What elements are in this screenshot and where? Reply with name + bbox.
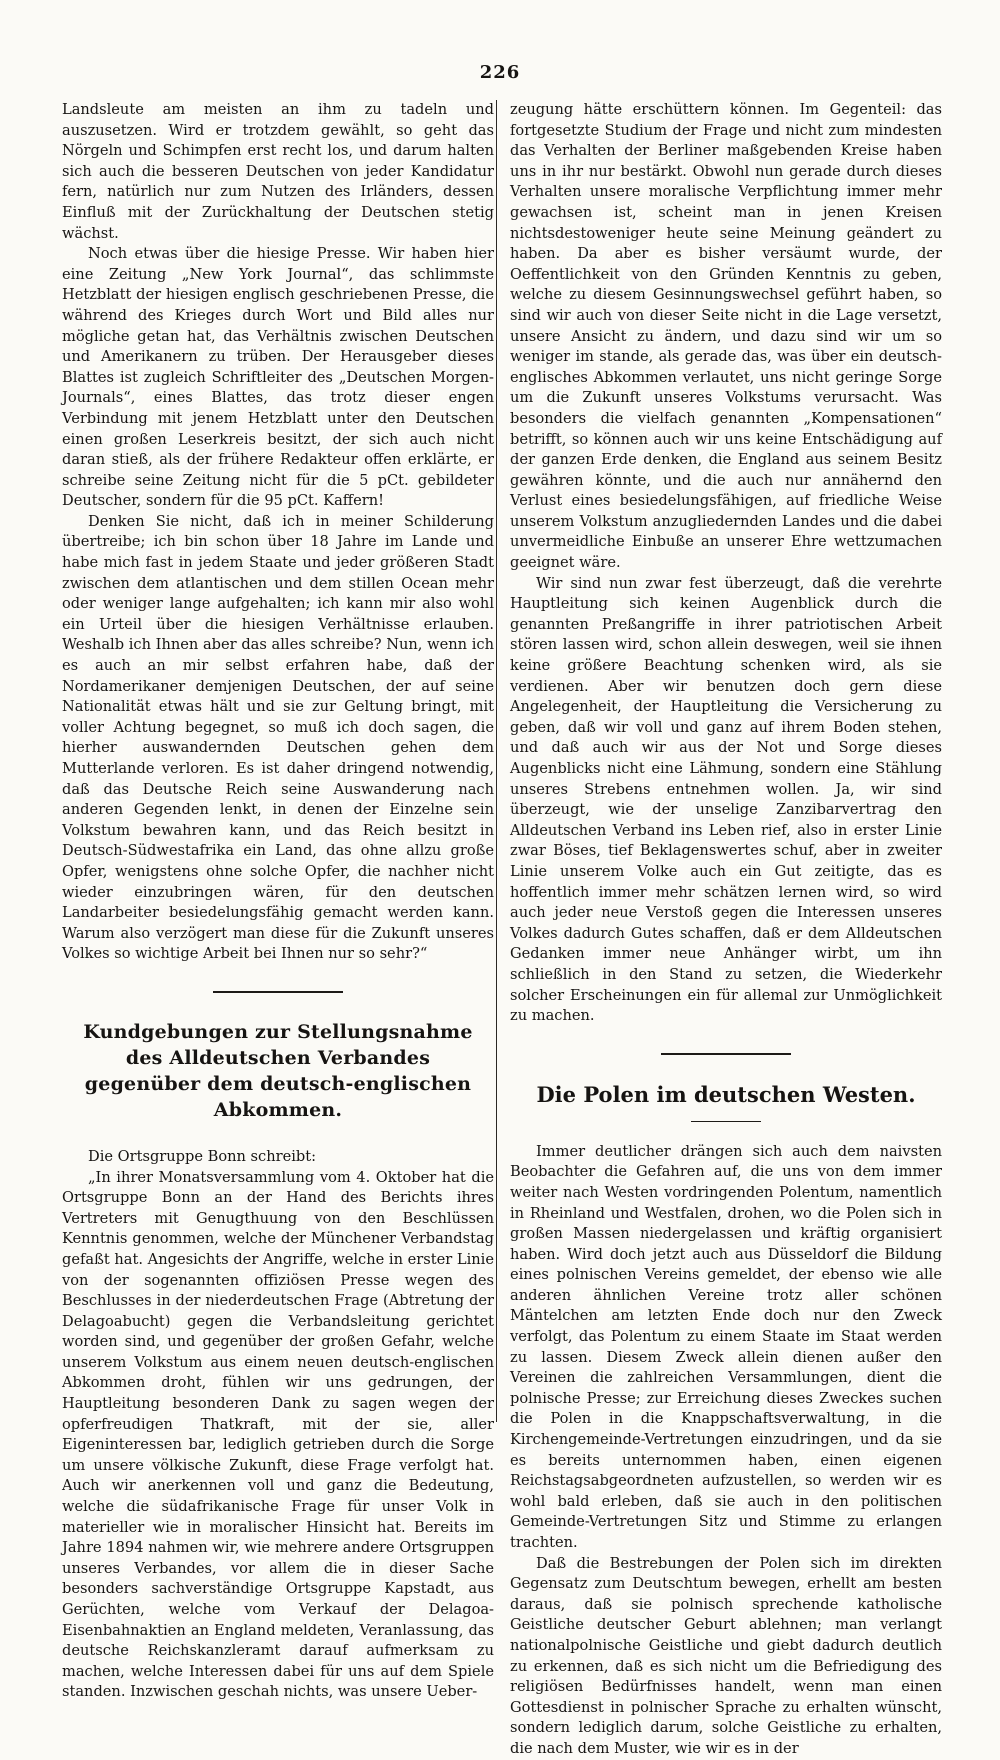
article-headline: Kundgebungen zur Stellungsnahme des Alldeutschen Verbandes gegenüber dem deutsch-englischen Abkommen. xyxy=(83,1020,473,1121)
article-paragraph: Wir sind nun zwar fest überzeugt, daß die verehrte Hauptleitung sich keinen Augenblick durch die genannten Preßangriffe in ihrer patriotischen Arbeit stören lassen wird, schon allein deswegen, weil sie ihnen keine größere Beachtung schenken wird, als sie verdienen. Aber wir benutzen doch gern diese Angelegenheit, der Hauptleitung die Versicherung zu geben, daß wir voll und ganz auf ihrem Boden stehen, und daß auch wir aus der Not und Sorge dieses Augenblicks nicht eine Lähmung, sondern eine Stählung unseres Strebens entnehmen wollen. Ja, wir sind überzeugt, wie der unselige Zanzibarvertrag den Alldeutschen Verband ins Leben rief, also in erster Linie zwar Böses, tief Beklagenswertes schuf, aber in zweiter Linie unserem Volke auch ein Gut zeitigte, das es hoffentlich immer mehr schätzen lernen wird, so wird auch jeder neue Verstoß gegen die Interessen unseres Volkes dadurch Gutes schaffen, daß er dem Alldeutschen Gedanken immer neue Anhänger wirbt, um ihn schließlich in den Stand zu setzen, die Wiederkehr solcher Erscheinungen ein für allemal zur Unmöglichkeit zu machen. xyxy=(510,574,942,1025)
article-paragraph: Immer deutlicher drängen sich auch dem naivsten Beobachter die Gefahren auf, die uns von dem immer weiter nach Westen vordringenden Polentum, namentlich in Rheinland und Westfalen, drohen, wo die Polen sich in großen Massen niedergelassen und kräftig organisiert haben. Wird doch jetzt auch aus Düsseldorf die Bildung eines polnischen Vereins gemeldet, der ebenso wie alle anderen ähnlichen Vereine trotz aller schönen Mäntelchen am letzten Ende doch nur den Zweck verfolgt, das Polentum zu einem Staate im Staat werden zu lassen. Diesem Zweck allein dienen außer den Vereinen die zahlreichen Versammlungen, dient die polnische Presse; zur Erreichung dieses Zweckes suchen die Polen in die Knappschaftsverwaltung, in die Kirchengemeinde-Vertretungen einzudringen, und da sie es bereits unternommen haben, einen eigenen Reichstagsabgeordneten aufzustellen, so werden wir es wohl bald erleben, daß sie auch in den politischen Gemeinde-Vertretungen Sitz und Stimme zu erlangen trachten. xyxy=(510,1142,942,1551)
column-divider xyxy=(496,100,497,1422)
article-headline: Die Polen im deutschen Westen. xyxy=(536,1081,916,1107)
right-column xyxy=(510,100,942,1760)
article-text-continued: zeugung hätte erschüttern können. Im Gegenteil: das fortgesetzte Studium der Frage und nicht zum mindesten das Verhalten der Berliner maßgebenden Kreise haben uns in ihr nur bestärkt. Obwohl nun gerade durch dieses Verhalten unsere moralische Verpflichtung immer mehr gewachsen ist, scheint man in jenen Kreisen nichtsdestoweniger heute seine Meinung geändert zu haben. Da aber es bisher versäumt wurde, der Oeffentlichkeit von den Gründen Kenntnis zu geben, welche zu diesem Gesinnungswechsel geführt haben, so sind wir auch von dieser Seite nicht in die Lage versetzt, unsere Ansicht zu ändern, und dazu sind wir um so weniger im stande, als gerade das, was über ein deutsch-englisches Abkommen verlautet, uns nicht geringe Sorge um die Zukunft unseres Volkstums verursacht. Was besonders die vielfach genannten „Kompensationen“ betrifft, so können auch wir uns keine Entschädigung auf der ganzen Erde denken, die England aus seinem Besitz gewähren könnte, und die auch nur annähernd den Verlust eines besiedelungsfähigen, auf friedliche Weise unserem Volkstum anzugliedernden Landes und die dabei unvermeidliche Einbuße an unserer Ehre wettzumachen geeignet wäre. xyxy=(510,101,942,572)
section-separator xyxy=(661,1053,791,1055)
article-text-continued: Landsleute am meisten an ihm zu tadeln und auszusetzen. Wird er trotzdem gewählt, so geht das Nörgeln und Schimpfen erst recht los, und darum halten sich auch die besseren Deutschen von jeder Kandidatur fern, natürlich nur zum Nutzen des Irländers, dessen Einfluß mit der Zurückhaltung der Deutschen stetig wächst. xyxy=(62,101,494,242)
article-paragraph: Daß die Bestrebungen der Polen sich im direkten Gegensatz zum Deutschtum bewegen, erhellt am besten daraus, daß sie polnisch sprechende katholische Geistliche deutscher Geburt ablehnen; man verlangt nationalpolnische Geistliche und giebt dadurch deutlich zu erkennen, daß es sich nicht um die Befriedigung des religiösen Bedürfnisses handelt, wenn man einen Gottesdienst in polnischer Sprache zu erhalten wünscht, sondern lediglich darum, solche Geistliche zu erhalten, die nach dem Muster, wie wir es in der xyxy=(510,1554,942,1757)
headline-rule xyxy=(691,1121,761,1122)
article-paragraph: „In ihrer Monatsversammlung vom 4. Oktober hat die Ortsgruppe Bonn an der Hand des Berichts ihres Vertreters mit Genugthuung von den Beschlüssen Kenntnis genommen, welche der Münchener Verbandstag gefaßt hat. Angesichts der Angriffe, welche in erster Linie von der sogenannten offiziösen Presse wegen des Beschlusses in der niederdeutschen Frage (Abtretung der Delagoabucht) gegen die Verbandsleitung gerichtet worden sind, und gegenüber der großen Gefahr, welche unserem Volkstum aus einem neuen deutsch-englischen Abkommen droht, fühlen wir uns gedrungen, der Hauptleitung besonderen Dank zu sagen wegen der opferfreudigen Thatkraft, mit der sie, aller Eigeninteressen bar, lediglich getrieben durch die Sorge um unsere völkische Zukunft, diese Frage verfolgt hat. Auch wir anerkennen voll und ganz die Bedeutung, welche die südafrikanische Frage für unser Volk in materieller wie in moralischer Hinsicht hat. Bereits im Jahre 1894 nahmen wir, wie mehrere andere Ortsgruppen unseres Verbandes, vor allem die in dieser Sache besonders sachverständige Ortsgruppe Kapstadt, aus Gerüchten, welche vom Verkauf der Delagoa-Eisenbahnaktien an England meldeten, Veranlassung, das deutsche Reichskanzleramt darauf aufmerksam zu machen, welche Interessen dabei für uns auf dem Spiele standen. Inzwischen geschah nichts, was unsere Ueber- xyxy=(62,1168,494,1701)
article-paragraph: Noch etwas über die hiesige Presse. Wir haben hier eine Zeitung „New York Journal“, das schlimmste Hetzblatt der hiesigen englisch geschriebenen Presse, die während des Krieges durch Wort und Bild alles nur mögliche getan hat, das Verhältnis zwischen Deutschen und Amerikanern zu trüben. Der Herausgeber dieses Blattes ist zugleich Schriftleiter des „Deutschen Morgen-Journals“, eines Blattes, das trotz dieser engen Verbindung mit jenem Hetzblatt unter den Deutschen einen großen Leserkreis besitzt, der sich auch nicht daran stieß, als der frühere Redakteur offen erklärte, er schreibe seine Zeitung nicht für die 5 pCt. gebildeter Deutscher, sondern für die 95 pCt. Kaffern! xyxy=(62,245,494,510)
article-paragraph: Denken Sie nicht, daß ich in meiner Schilderung übertreibe; ich bin schon über 18 Jahre im Lande und habe mich fast in jedem Staate und jeder größeren Stadt zwischen dem atlantischen und dem stillen Ocean mehr oder weniger lange aufgehalten; ich kann mir also wohl ein Urteil über die hiesigen Verhältnisse erlauben. Weshalb ich Ihnen aber das alles schreibe? Nun, wenn ich es auch an mir selbst erfahren habe, daß der Nordamerikaner demjenigen Deutschen, der auf seine Nationalität etwas hält und sie zur Geltung bringt, mit voller Achtung begegnet, so muß ich doch sagen, die hierher auswandernden Deutschen gehen dem Mutterlande verloren. Es ist daher dringend notwendig, daß das Deutsche Reich seine Auswanderung nach anderen Gegenden lenkt, in denen der Einzelne sein Volkstum bewahren kann, und das Reich besitzt in Deutsch-Südwestafrika ein Land, das ohne allzu große Opfer, wenigstens ohne solche Opfer, die nachher nicht wieder einzubringen wären, für den deutschen Landarbeiter besiedelungsfähig gemacht werden kann. Warum also verzögert man diese für die Zukunft unseres Volkes so wichtige Arbeit bei Ihnen nur so sehr?“ xyxy=(62,512,494,963)
left-column xyxy=(62,100,494,1703)
section-separator xyxy=(213,991,343,993)
article-lead: Die Ortsgruppe Bonn schreibt: xyxy=(88,1147,317,1165)
page-number: 226 xyxy=(479,62,521,83)
